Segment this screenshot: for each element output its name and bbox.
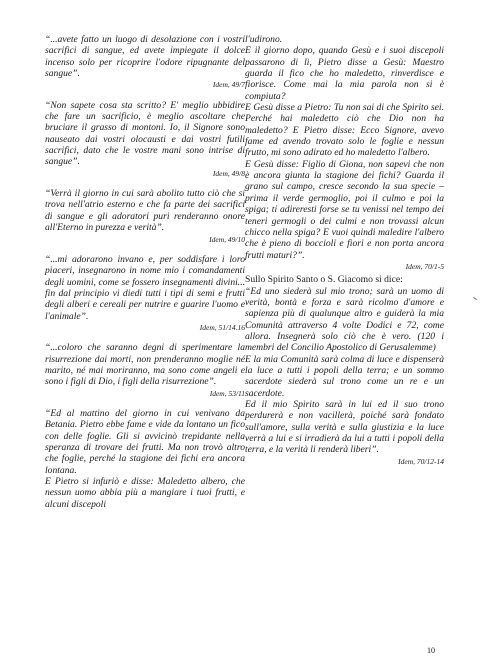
reference-1: Idem, 49/7: [212, 80, 245, 90]
margin-mark: [473, 297, 477, 300]
paragraph-2: E il giorno dopo, quando Gesù e i suoi discepoli passarono di lì, Pietro disse a Gesù: Maestro guarda il fico che ho maledetto, rinverdisce e fiorisce. Come mai la mia parola non si è compiuta?: [245, 45, 444, 102]
quote-10: Ed il mio Spirito sarà in lui ed il suo trono perdurerà e non vacillerà, poiché sarà fondato sull'amore, sulla verità e sulla giustizia e la luce verrà a lui e si irradierà da lui a tutti i popoli della terra, e la verità li renderà liberi”.: [245, 399, 444, 456]
quote-7: E Pietro si infuriò e disse: Maledetto albero, che nessun uomo abbia più a mangiare i tuoi frutti, e alcuni discepoli: [45, 476, 245, 510]
quote-6: “Ed al mattino del giorno in cui venivano da Betania. Pietro ebbe fame e vide da lontano un fico con delle foglie. Gli si avvicinò trepidante nella speranza di trovare dei frutti. Ma non trovò altro che foglie, perché la stagione dei fichi era ancora lontana.: [45, 407, 245, 476]
reference-3: Idem, 49/10: [209, 234, 245, 244]
reference-7: Idem, 70/12-14: [398, 456, 444, 466]
paragraph-4: E Gesù disse: Figlio di Giona, non sapevi che non è ancora giunta la stagione dei fichi? Guarda il grano sul campo, cresce secondo la sua specie – prima il verde germoglio, poi il culmo e poi la spiga; ti adireresti forse se tu venissi nel tempo dei teneri germogli o dei culmi e non trovassi alcun chicco nella spiga? E vuoi quindi maledire l'albero che è pieno di boccioli e fiori e non porta ancora frutti maturi?”.: [245, 158, 444, 261]
right-column: [245, 34, 444, 467]
quote-1: “...avete fatto un luogo di desolazione con i vostri sacrifici di sangue, ed avete impiegate il dolce incenso solo per ricoprire l'odore ripugnante del sangue”.: [45, 34, 245, 80]
page-number: 10: [427, 646, 435, 655]
reference-2: Idem, 49/8: [212, 168, 245, 178]
reference-5: Idem, 53/11: [209, 388, 245, 398]
section-intro: Sullo Spirito Santo o S. Giacomo si dice:: [245, 274, 403, 286]
reference-6: Idem, 70/1-5: [405, 261, 444, 271]
paragraph-1: l'udirono.: [245, 34, 283, 45]
quote-9: E la mia Comunità sarà colma di luce e dispenserà la luce a tutti i popoli della terra; e un sommo sacerdote siederà sul trono come un re e un sacerdote.: [245, 353, 444, 399]
quote-5: “...coloro che saranno degni di sperimentare la risurrezione dai morti, non prenderanno moglie né marito, né mai moriranno, ma sono come angeli e sono i figli di Dio, i figli della risurrezione”.: [45, 342, 245, 388]
quote-4: “...mi adorarono invano e, per soddisfare i loro piaceri, insegnarono in nome mio i comandamenti degli uomini, come se fossero insegnamenti divini... fin dal principio vi diedi tutti i tipi di semi e frutti degli alberi e cereali per nutrire e guarire l'uomo e l'animale”.: [45, 253, 245, 322]
paragraph-3: E Gesù disse a Pietro: Tu non sai di che Spirito sei. Perché hai maledetto ciò che Dio non ha maledetto? E Pietro disse: Ecco Signore, avevo fame ed avendo trovato solo le foglie e nessun frutto, mi sono adirato ed ho maledetto l'albero.: [245, 102, 444, 159]
quote-3: “Verrà il giorno in cui sarà abolito tutto ciò che si trova nell'atrio esterno e che fa parte dei sacrifici di sangue e gli adoratori puri renderanno onore all'Eterno in purezza e verità”.: [45, 188, 245, 234]
reference-4: Idem, 51/14.16: [199, 322, 245, 332]
quote-8: “Ed uno siederà sul mio trono; sarà un uomo di verità, bontà e forza e sarà ricolmo d'amore e sapienza più di qualunque altro e guiderà la mia Comunità attraverso 4 volte Dodici e 72, come allora. Insegnerà solo ciò che è vero. (120 i membri del Concilio Apostolico di Gerusalemme): [245, 285, 444, 354]
left-column: [45, 34, 245, 510]
quote-2: “Non sapete cosa sta scritto? E' meglio ubbidire che fare un sacrificio, è meglio ascoltare che bruciare il grasso di montoni. Io, il Signore sono nauseato dai vostri olocausti e dai vostri futili sacrifici, dato che le vostre mani sono intrise di sangue”.: [45, 99, 245, 168]
